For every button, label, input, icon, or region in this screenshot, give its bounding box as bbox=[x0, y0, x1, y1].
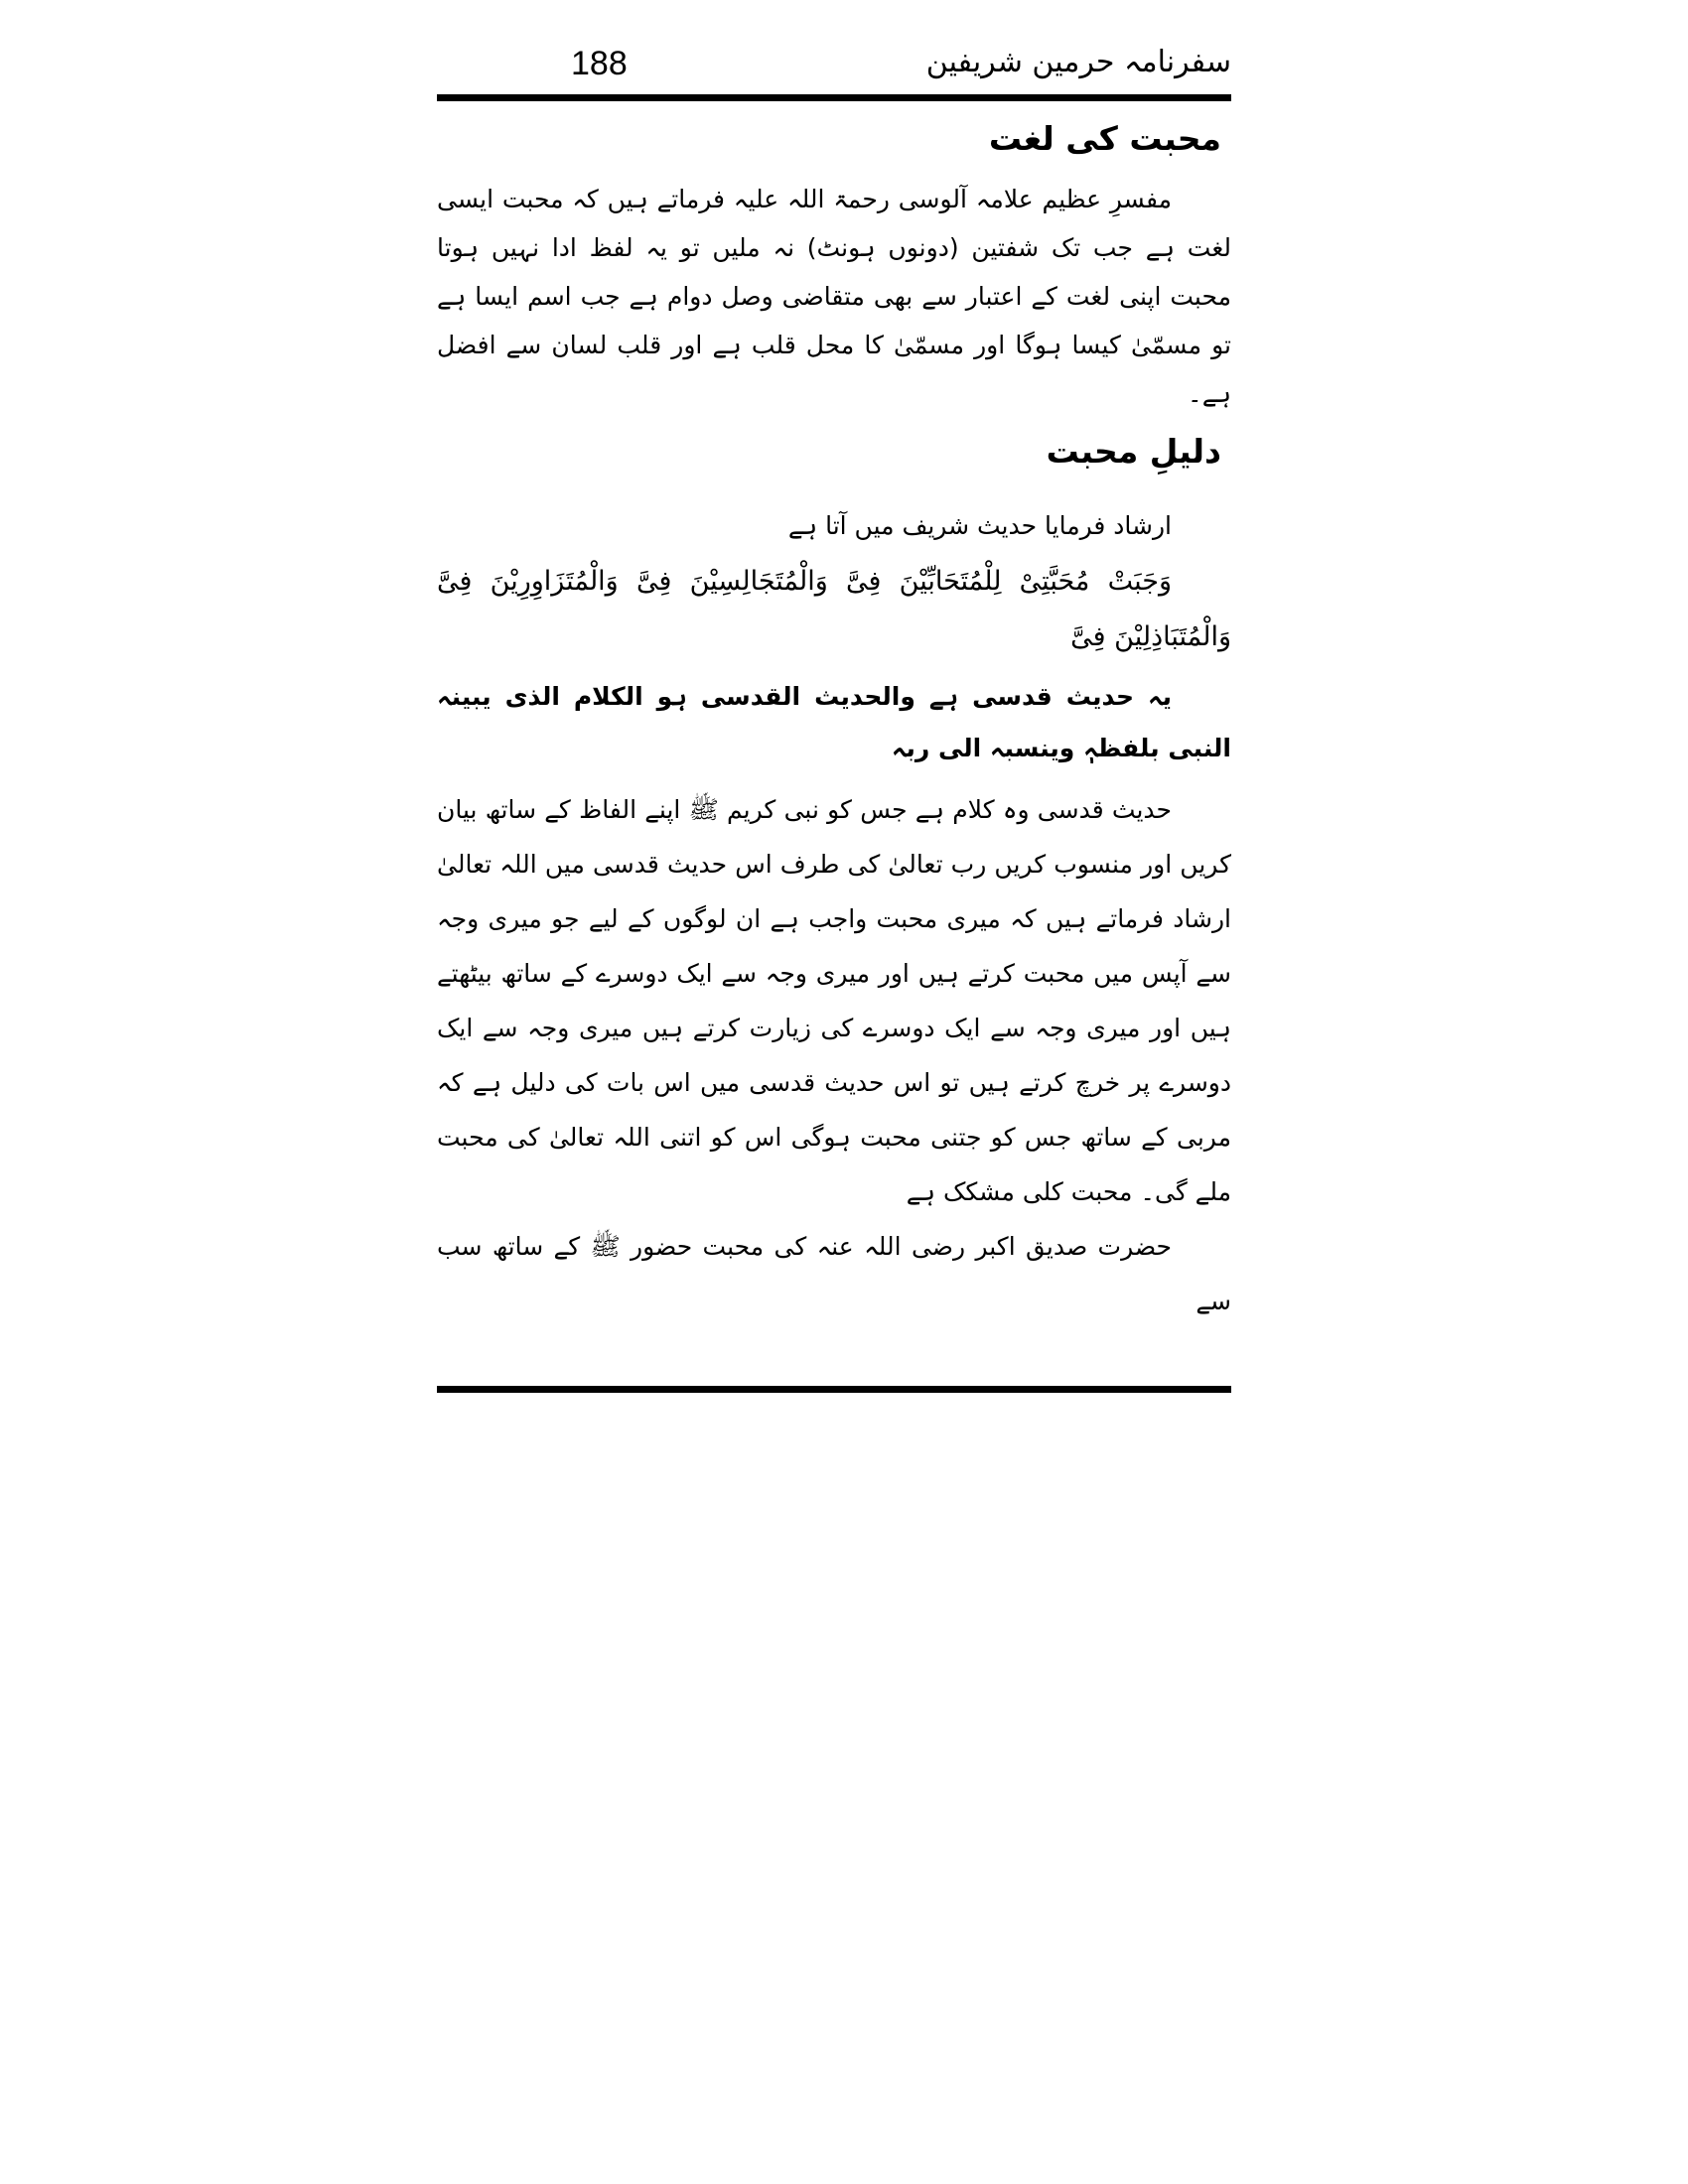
closing-line: حضرت صدیق اکبر رضی اللہ عنہ کی محبت حضور ﷺ کے ساتھ سب سے bbox=[437, 1232, 1231, 1315]
explanation-paragraph: حدیث قدسی وہ کلام ہے جس کو نبی کریم ﷺ اپنے الفاظ کے ساتھ بیان کریں اور منسوب کریں رب تعالیٰ کی طرف اس حدیث قدسی میں اللہ تعالیٰ ارشاد فرماتے ہیں کہ میری محبت واجب ہے ان لوگوں کے لیے جو میری وجہ سے آپس میں محبت کرتے ہیں اور میری وجہ سے ایک دوسرے کے ساتھ بیٹھتے ہیں اور میری وجہ سے ایک دوسرے کی زیارت کرتے ہیں میری وجہ سے ایک دوسرے پر خرچ کرتے ہیں تو اس حدیث قدسی میں اس بات کی دلیل ہے کہ مربی کے ساتھ جس کو جتنی محبت ہوگی اس کو اتنی اللہ تعالیٰ کی محبت ملے گی۔ محبت کلی مشکک ہے bbox=[437, 795, 1231, 1206]
page-header bbox=[437, 40, 1231, 94]
qudsi-definition: یہ حدیث قدسی ہے والحدیث القدسی ہو الکلام الذی یبینہ النبی بلفظہٖ وینسبہ الی ربہ bbox=[437, 682, 1231, 762]
hadith-arabic-text: وَجَبَتْ مُحَبَّتِیْ لِلْمُتَحَابِّیْنَ فِیَّ وَالْمُتَجَالِسِیْنَ فِیَّ وَالْمُتَزَاوِرِیْنَ فِیَّ وَالْمُتَبَاذِلِیْنَ فِیَّ bbox=[437, 566, 1231, 652]
lexicon-paragraph: مفسرِ عظیم علامہ آلوسی رحمۃ اللہ علیہ فرماتے ہیں کہ محبت ایسی لغت ہے جب تک شفتین (دونوں ہونٹ) نہ ملیں تو یہ لفظ ادا نہیں ہوتا محبت اپنی لغت کے اعتبار سے بھی متقاضی وصل دوام ہے جب اسم ایسا ہے تو مسمّیٰ کیسا ہوگا اور مسمّیٰ کا محل قلب ہے اور قلب لسان سے افضل ہے۔ bbox=[437, 185, 1231, 408]
section-heading-proof: دلیلِ محبت bbox=[1046, 432, 1221, 471]
footer-rule bbox=[437, 1386, 1231, 1393]
page-number: 188 bbox=[571, 45, 628, 82]
book-title: سفرنامہ حرمین شریفین bbox=[925, 45, 1231, 79]
page-content bbox=[437, 109, 1231, 1328]
hadith-intro: ارشاد فرمایا حدیث شریف میں آتا ہے bbox=[787, 511, 1172, 540]
section-heading-lexicon: محبت کی لغت bbox=[988, 119, 1221, 158]
header-rule bbox=[437, 94, 1231, 101]
explanation-block bbox=[437, 782, 1231, 1328]
